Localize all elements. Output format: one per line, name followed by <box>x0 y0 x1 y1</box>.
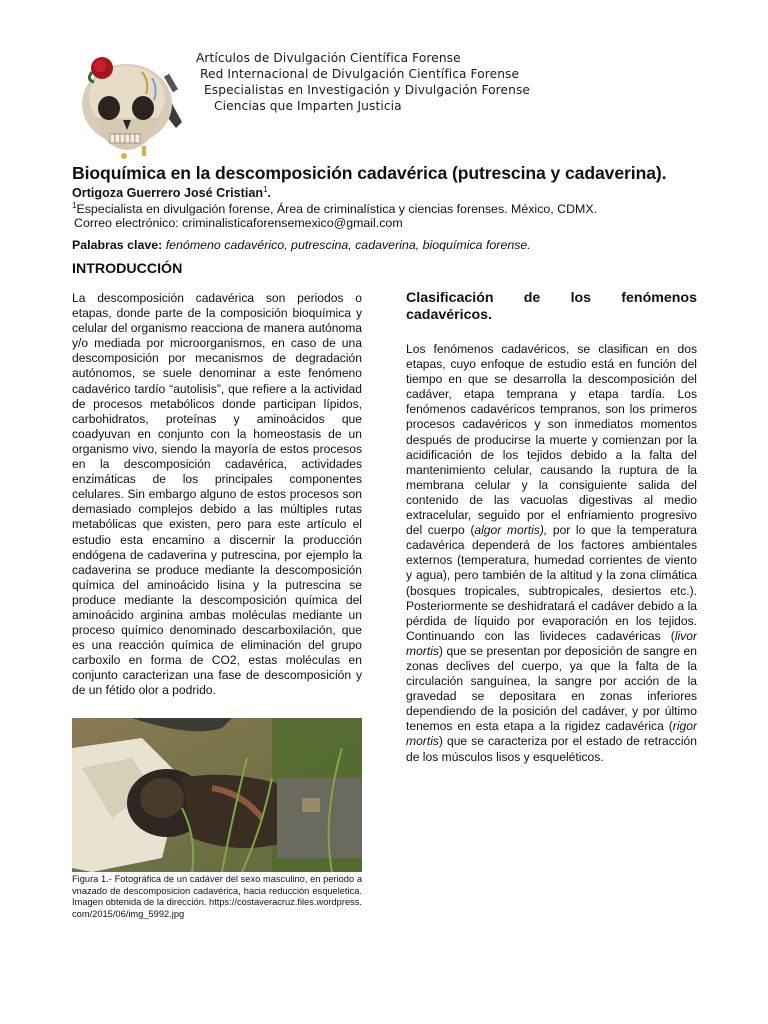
affiliation-superscript: 1 <box>72 201 77 210</box>
email-line: Correo electrónico: criminalisticaforensemexico@gmail.com <box>74 216 403 230</box>
author-superscript: 1 <box>263 185 268 194</box>
org-line: Red Internacional de Divulgación Científica Forense <box>200 67 520 81</box>
skull-with-rose-and-pistol-icon <box>72 52 200 160</box>
classification-text: por lo que la temperatura cadavérica dependerá de los factores ambientales externos (temperatura, humedad corrientes de viento y agua), pero también de la altitud y la zona climática (bosques tropicales, subtropicales, desiertos etc.). Posteriormente se deshidratará el cadáver debido a la pérdida de líquido por evaporación en los tejidos. Continuando con las livideces cadavéricas ( <box>406 523 697 643</box>
author-name: Ortigoza Guerrero José Cristian <box>72 186 264 201</box>
intro-paragraph: La descomposición cadavérica son periodos o etapas, donde parte de la composición bioquímica y celular del organismo reacciona de manera autónoma y/o mediada por microorganismos, en caso de una descomposición por mecanismos de degradación autónomos, se suele denominar a este fenómeno cadavérico tardío “autolisis”, que refiere a la actividad de procesos metabólicos donde participan lípidos, carbohidratos, proteínas y aminoácidos que coadyuvan en conjunto con la homeostasis de un organismo vivo, siendo la mayoría de estos procesos en la descomposición cadavérica, actividades enzimáticas de los principales componentes celulares. Sin embargo alguno de estos procesos son demasiado complejos debido a las múltiples rutas metabólicas que existen, pero para este artículo el estudio esta encamino a discernir la producción endógena de cadaverina y putrescina, por ejemplo la cadaverina se produce mediante la descomposición química del aminoácido lisina y la putrescina se produce mediante la descomposición química del aminoácido arginina ambas moléculas mediante un proceso químico denominado descarboxilación, que es una reacción química de eliminación del grupo carboxilo en forma de CO2, estas moléculas en conjunto caracterizan una fase de descomposición y de un fétido olor a podrido. <box>72 291 362 698</box>
classification-text: ) que se caracteriza por el estado de retracción de los músculos lisos y esqueléticos. <box>406 734 697 764</box>
keywords-line <box>72 238 531 252</box>
figure-caption: Figura 1.- Fotográfica de un cadáver del sexo masculino, en periodo avnazado de descomposicion cadavérica, hacia reducción esqueletica. Imagen obtenida de la dirección. https://costaveracruz.files.wordpress.com/2015/06/img_5992.jpg <box>72 874 362 919</box>
keywords-label: Palabras clave: <box>72 238 163 252</box>
org-line: Especialistas en Investigación y Divulgación Forense <box>204 83 530 97</box>
classification-text: ) que se presentan por deposición de sangre en zonas declives del cuerpo, ya que la falta de la circulación sanguínea, la sangre por acción de la gravedad se depositara en zonas inferiores dependiendo de la posición del cadáver, y por último tenemos en esta etapa a la rigidez cadavérica ( <box>406 643 697 734</box>
intro-heading: INTRODUCCIÓN <box>72 261 183 277</box>
algor-mortis-term: algor mortis), <box>474 523 548 538</box>
org-line: Ciencias que Imparten Justicia <box>214 99 402 113</box>
decomposed-body-photo-icon <box>72 718 362 872</box>
classification-heading: Clasificación de los fenómenos cadavéricos. <box>406 290 697 323</box>
affiliation-line <box>72 201 597 216</box>
org-line: Artículos de Divulgación Científica Forense <box>196 51 461 65</box>
classification-paragraph <box>406 342 697 765</box>
author-line <box>72 185 271 200</box>
keywords-values: fenómeno cadavérico, putrescina, cadaverina, bioquímica forense. <box>165 238 531 252</box>
livor-mortis-term: livor mortis <box>406 628 697 658</box>
article-title: Bioquímica en la descomposición cadavérica (putrescina y cadaverina). <box>72 163 667 183</box>
author-suffix: . <box>267 186 272 201</box>
affiliation-text: Especialista en divulgación forense, Área de criminalística y ciencias forenses. México, CDMX. <box>76 202 598 217</box>
classification-text: Los fenómenos cadavéricos, se clasifican en dos etapas, cuyo enfoque de estudio está en función del tiempo en que se desarrolla la descomposición del cadáver, etapa temprana y etapa tardía. Los fenómenos cadavéricos tempranos, son los primeros procesos cadavéricos y son inmediatos momentos después de producirse la muerte y comienzan por la acidificación de los tejidos debido a la falta del mantenimiento celular, causando la ruptura de la membrana celular y la consiguiente salida del contenido de las vacuolas digestivas al medio extracelular, seguido por el enfriamiento progresivo del cuerpo ( <box>406 342 697 538</box>
organization-header <box>196 50 530 114</box>
rigor-mortis-term: rigor mortis <box>406 719 697 749</box>
